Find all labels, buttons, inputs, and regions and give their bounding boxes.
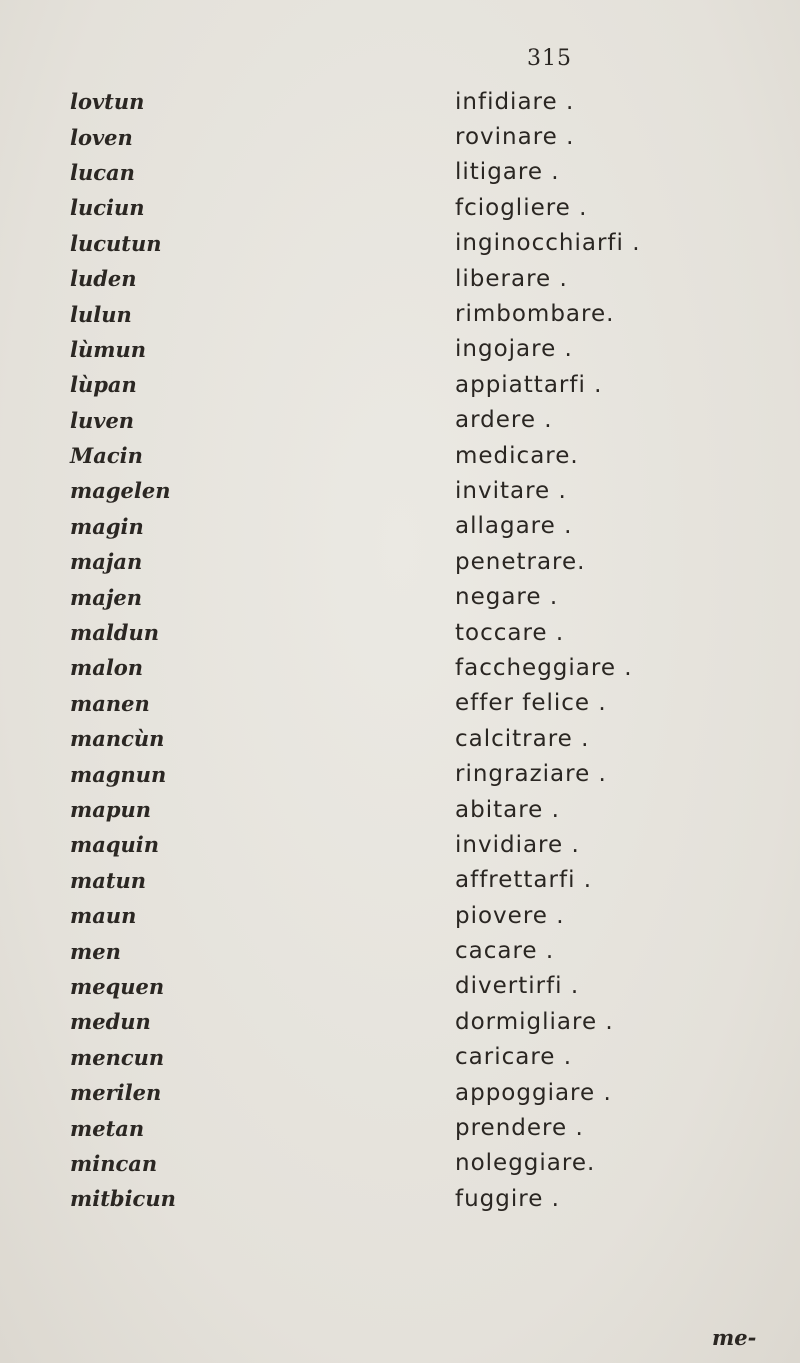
entry-headword: mencun [70, 1044, 165, 1070]
entry-gloss: prendere . [455, 1115, 584, 1142]
entry-headword: lùpan [70, 372, 137, 398]
dictionary-entry [0, 1040, 800, 1075]
dictionary-entry [0, 190, 800, 225]
entry-gloss: effer felice . [455, 690, 607, 717]
dictionary-entry [0, 1110, 800, 1145]
dictionary-entry [0, 756, 800, 791]
dictionary-entry [0, 863, 800, 898]
entry-gloss: caricare . [455, 1044, 573, 1071]
entry-gloss: liberare . [455, 265, 568, 292]
dictionary-entry [0, 721, 800, 756]
entry-headword: mapun [70, 797, 152, 822]
entry-headword: Macin [70, 443, 143, 469]
dictionary-entry [0, 827, 800, 862]
entry-headword: luven [70, 407, 135, 433]
entry-headword: manen [70, 690, 150, 716]
dictionary-entry [0, 544, 800, 579]
dictionary-entry-list [0, 84, 800, 1217]
entry-gloss: dormigliare . [455, 1008, 614, 1035]
dictionary-entry [0, 898, 800, 933]
entry-headword: mincan [70, 1150, 158, 1176]
entry-headword: luden [70, 266, 137, 292]
dictionary-entry [0, 438, 800, 473]
entry-headword: merilen [70, 1080, 162, 1106]
entry-headword: mitbicun [70, 1186, 176, 1212]
entry-gloss: invitare . [455, 477, 567, 504]
entry-gloss: noleggiare. [455, 1150, 596, 1177]
dictionary-entry [0, 1004, 800, 1039]
entry-headword: luciun [70, 195, 145, 221]
entry-headword: maldun [70, 620, 160, 646]
dictionary-entry [0, 119, 800, 154]
dictionary-entry [0, 155, 800, 190]
dictionary-entry [0, 615, 800, 650]
entry-headword: lovtun [70, 89, 145, 115]
entry-gloss: piovere . [455, 902, 565, 929]
dictionary-entry [0, 261, 800, 296]
entry-gloss: ardere . [455, 407, 553, 434]
entry-gloss: allagare . [455, 513, 573, 540]
dictionary-entry [0, 969, 800, 1004]
entry-gloss: invidiare . [455, 831, 580, 858]
entry-gloss: negare . [455, 584, 559, 611]
entry-headword: lulun [70, 301, 132, 327]
entry-headword: magelen [70, 478, 171, 504]
entry-gloss: litigare . [455, 159, 560, 186]
page-number: 315 [527, 46, 572, 71]
dictionary-entry [0, 1181, 800, 1216]
entry-gloss: inginocchiarfi . [455, 230, 641, 257]
entry-headword: men [70, 938, 121, 964]
entry-gloss: affrettarfi . [455, 867, 593, 894]
entry-gloss: fciogliere . [455, 194, 588, 221]
entry-gloss: cacare . [455, 938, 555, 965]
dictionary-entry [0, 686, 800, 721]
entry-gloss: toccare . [455, 619, 565, 646]
entry-gloss: fuggire . [455, 1185, 560, 1212]
entry-headword: metan [70, 1115, 145, 1141]
entry-gloss: divertirfi . [455, 973, 580, 1000]
entry-headword: lùmun [70, 336, 147, 362]
entry-gloss: rovinare . [455, 124, 575, 151]
entry-gloss: ringraziare . [455, 761, 607, 788]
entry-headword: medun [70, 1009, 151, 1035]
entry-headword: loven [70, 124, 133, 150]
entry-headword: mequen [70, 973, 165, 999]
entry-gloss: calcitrare . [455, 725, 590, 752]
entry-gloss: rimbombare. [455, 301, 615, 328]
dictionary-entry [0, 473, 800, 508]
entry-headword: magnun [70, 761, 167, 787]
entry-headword: maquin [70, 832, 160, 858]
entry-headword: lucutun [70, 230, 162, 256]
dictionary-entry [0, 1146, 800, 1181]
entry-gloss: appiattarfi . [455, 371, 603, 398]
entry-gloss: penetrare. [455, 548, 586, 575]
entry-headword: mancùn [70, 726, 165, 752]
entry-gloss: faccheggiare . [455, 654, 633, 681]
dictionary-entry [0, 579, 800, 614]
entry-gloss: medicare. [455, 442, 579, 469]
entry-headword: matun [70, 867, 147, 893]
dictionary-entry [0, 332, 800, 367]
entry-gloss: ingojare . [455, 336, 573, 363]
entry-headword: magin [70, 513, 144, 539]
entry-gloss: appoggiare . [455, 1079, 612, 1106]
dictionary-entry [0, 509, 800, 544]
entry-headword: majan [70, 549, 143, 575]
dictionary-entry [0, 367, 800, 402]
entry-gloss: infidiare . [455, 88, 575, 115]
catchword: me- [712, 1325, 757, 1350]
entry-headword: malon [70, 655, 144, 681]
entry-headword: majen [70, 584, 143, 610]
entry-gloss: abitare . [455, 796, 560, 823]
dictionary-entry [0, 1075, 800, 1110]
entry-headword: lucan [70, 159, 135, 185]
dictionary-entry [0, 650, 800, 685]
dictionary-entry [0, 226, 800, 261]
dictionary-entry [0, 296, 800, 331]
dictionary-entry [0, 792, 800, 827]
entry-headword: maun [70, 903, 137, 929]
dictionary-entry [0, 933, 800, 968]
dictionary-entry [0, 403, 800, 438]
dictionary-entry [0, 84, 800, 119]
